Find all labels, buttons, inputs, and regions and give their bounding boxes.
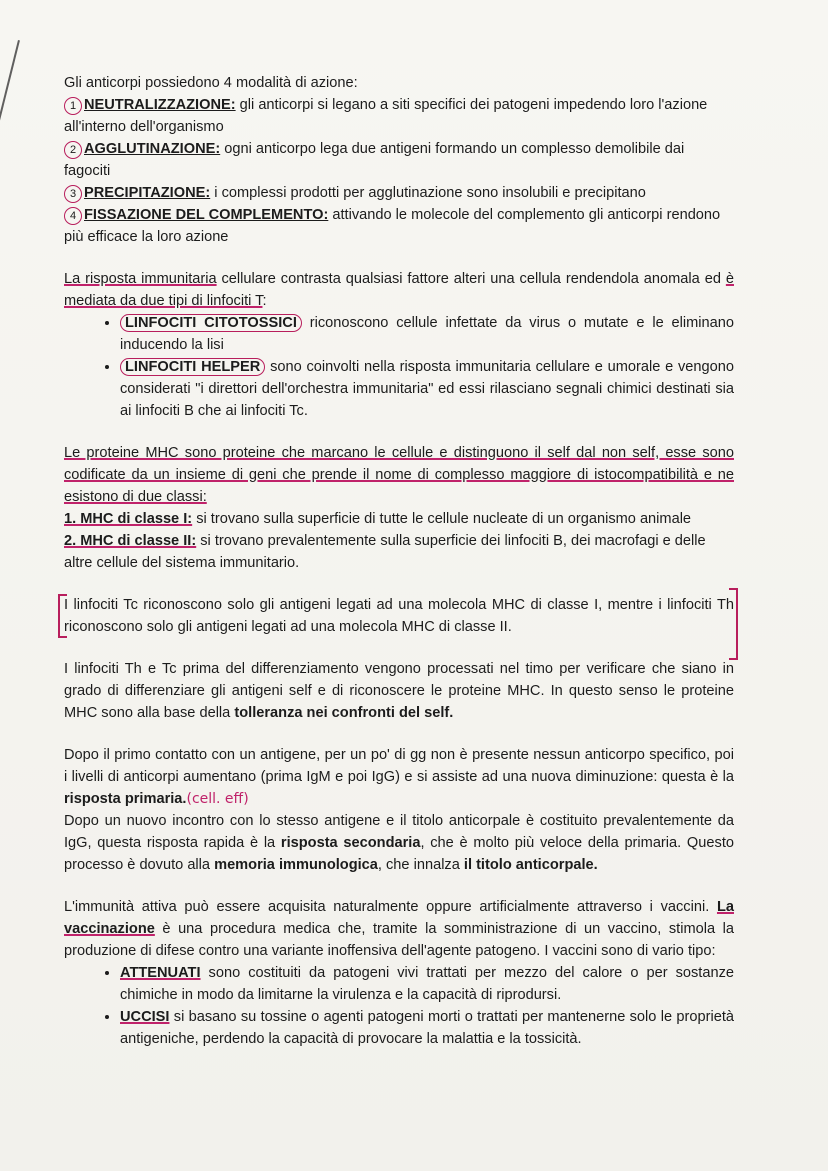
- term: risposta secondaria: [280, 835, 421, 851]
- term: LINFOCITI HELPER: [120, 358, 265, 376]
- mhc-class-1: [64, 508, 734, 530]
- spacer: [64, 574, 734, 594]
- mode-item: [64, 204, 734, 248]
- text: sono costituiti da patogeni vivi trattati per mezzo del calore o per sostanze chimiche in modo da limitarne la virulenza e la capacità di riprodursi.: [120, 965, 734, 1003]
- mhc-class-2: [64, 530, 734, 574]
- term: UCCISI: [120, 1009, 170, 1025]
- number-circle: 3: [64, 185, 82, 203]
- lymphocyte-list: [64, 312, 734, 422]
- mode-text: i complessi prodotti per agglutinazione sono insolubili e precipitano: [210, 185, 646, 201]
- text: :: [262, 293, 267, 309]
- text: Dopo il primo contatto con un antigene, per un po' di gg non è presente nessun anticorpo specifico, poi i livelli di anticorpi aumentano (prima IgM e poi IgG) e si assiste ad una nuova diminuzione: questa è la: [64, 747, 734, 785]
- spacer: [64, 724, 734, 744]
- primary-response-paragraph: [64, 744, 734, 810]
- cellular-paragraph: [64, 268, 734, 312]
- text: Dopo un nuovo incontro con lo stesso antigene e il titolo anticorpale è costituito prevalentemente da IgG, questa risposta rapida è la: [64, 813, 734, 851]
- mode-item: [64, 94, 734, 138]
- mode-item: [64, 138, 734, 182]
- text: sono coinvolti nella risposta immunitaria cellulare e umorale e vengono considerati "i direttori dell'orchestra immunitaria" ed essi rilasciano segnali chimici destinati sia ai linfociti B che ai linfociti Tc.: [120, 359, 734, 419]
- text: si basano su tossine o agenti patogeni morti o trattati per mantenerne solo le proprietà antigeniche, perdendo la capacità di provocare la malattia e la tossicità.: [120, 1009, 734, 1047]
- text: si trovano prevalentemente sulla superficie dei linfociti B, dei macrofagi e delle altre cellule del sistema immunitario.: [64, 533, 706, 571]
- tolerance-paragraph: [64, 658, 734, 724]
- list-item: [120, 312, 734, 356]
- term: il titolo anticorpale.: [463, 857, 598, 873]
- mode-text: ogni anticorpo lega due antigeni formando un complesso demolibile dai fagociti: [64, 141, 685, 179]
- text: cellulare contrasta qualsiasi fattore alteri una cellula rendendola anomala ed: [216, 271, 726, 287]
- number-circle: 1: [64, 97, 82, 115]
- vaccine-list: [64, 962, 734, 1050]
- number-circle: 4: [64, 207, 82, 225]
- term: La vaccinazione: [64, 899, 734, 937]
- recognition-text: I linfociti Tc riconoscono solo gli antigeni legati ad una molecola MHC di classe I, mentre i linfociti Th riconoscono solo gli antigeni legati ad una molecola MHC di classe II.: [64, 597, 734, 635]
- bracket-left: [58, 594, 67, 638]
- secondary-response-paragraph: [64, 810, 734, 876]
- list-item: [120, 962, 734, 1006]
- bracketed-note: [64, 594, 734, 638]
- intro-line: Gli anticorpi possiedono 4 modalità di azione:: [64, 75, 358, 91]
- mode-text: attivando le molecole del complemento gli anticorpi rendono più efficace la loro azione: [64, 207, 721, 245]
- term: ATTENUATI: [120, 965, 201, 981]
- text: , che è molto più veloce della primaria. Questo processo è dovuto alla: [64, 835, 734, 873]
- mhc-intro: Le proteine MHC sono proteine che marcano le cellule e distinguono il self dal non self, esse sono codificate da un insieme di geni che prende il nome di complesso maggiore di istocompatibilità e ne esistono di due classi:: [64, 445, 734, 505]
- mode-title: PRECIPITAZIONE:: [84, 185, 211, 201]
- list-item: [120, 1006, 734, 1050]
- mode-text: gli anticorpi si legano a siti specifici dei patogeni impedendo loro l'azione all'interno dell'organismo: [64, 97, 708, 135]
- term: memoria immunologica: [214, 857, 378, 873]
- term: tolleranza nei confronti del self.: [234, 705, 454, 721]
- highlight: La risposta immunitaria: [64, 271, 217, 287]
- term: 1. MHC di classe I:: [64, 511, 193, 527]
- list-item: [120, 356, 734, 422]
- text: riconoscono cellule infettate da virus o mutate e le eliminano inducendo la lisi: [120, 315, 734, 353]
- mode-title: NEUTRALIZZAZIONE:: [84, 97, 236, 113]
- margin-pen-line: [0, 40, 20, 254]
- highlight: è mediata da due tipi di linfociti T: [64, 271, 734, 309]
- mode-item: [64, 182, 734, 204]
- mode-title: AGGLUTINAZIONE:: [84, 141, 221, 157]
- text: , che innalza: [377, 857, 464, 873]
- notes-content: [64, 72, 734, 1050]
- text: L'immunità attiva può essere acquisita naturalmente oppure artificialmente attraverso i vaccini.: [64, 899, 717, 915]
- text: è una procedura medica che, tramite la somministrazione di un vaccino, stimola la produzione di difese contro una variante inoffensiva dell'agente patogeno. I vaccini sono di vario tipo:: [64, 921, 734, 959]
- spacer: [64, 876, 734, 896]
- mode-title: FISSAZIONE DEL COMPLEMENTO:: [84, 207, 329, 223]
- handwritten-note: (cell. eff): [186, 791, 249, 807]
- spacer: [64, 638, 734, 658]
- spacer: [64, 422, 734, 442]
- term: risposta primaria.: [64, 791, 187, 807]
- vaccines-paragraph: [64, 896, 734, 962]
- text: I linfociti Th e Tc prima del differenziamento vengono processati nel timo per verificare che siano in grado di differenziare gli antigeni self e di riconoscere le proteine MHC. In questo senso le proteine MHC sono alla base della: [64, 661, 734, 721]
- spacer: [64, 248, 734, 268]
- term: LINFOCITI CITOTOSSICI: [120, 314, 302, 332]
- term: 2. MHC di classe II:: [64, 533, 197, 549]
- bracket-right: [729, 588, 738, 660]
- number-circle: 2: [64, 141, 82, 159]
- text: si trovano sulla superficie di tutte le cellule nucleate di un organismo animale: [192, 511, 692, 527]
